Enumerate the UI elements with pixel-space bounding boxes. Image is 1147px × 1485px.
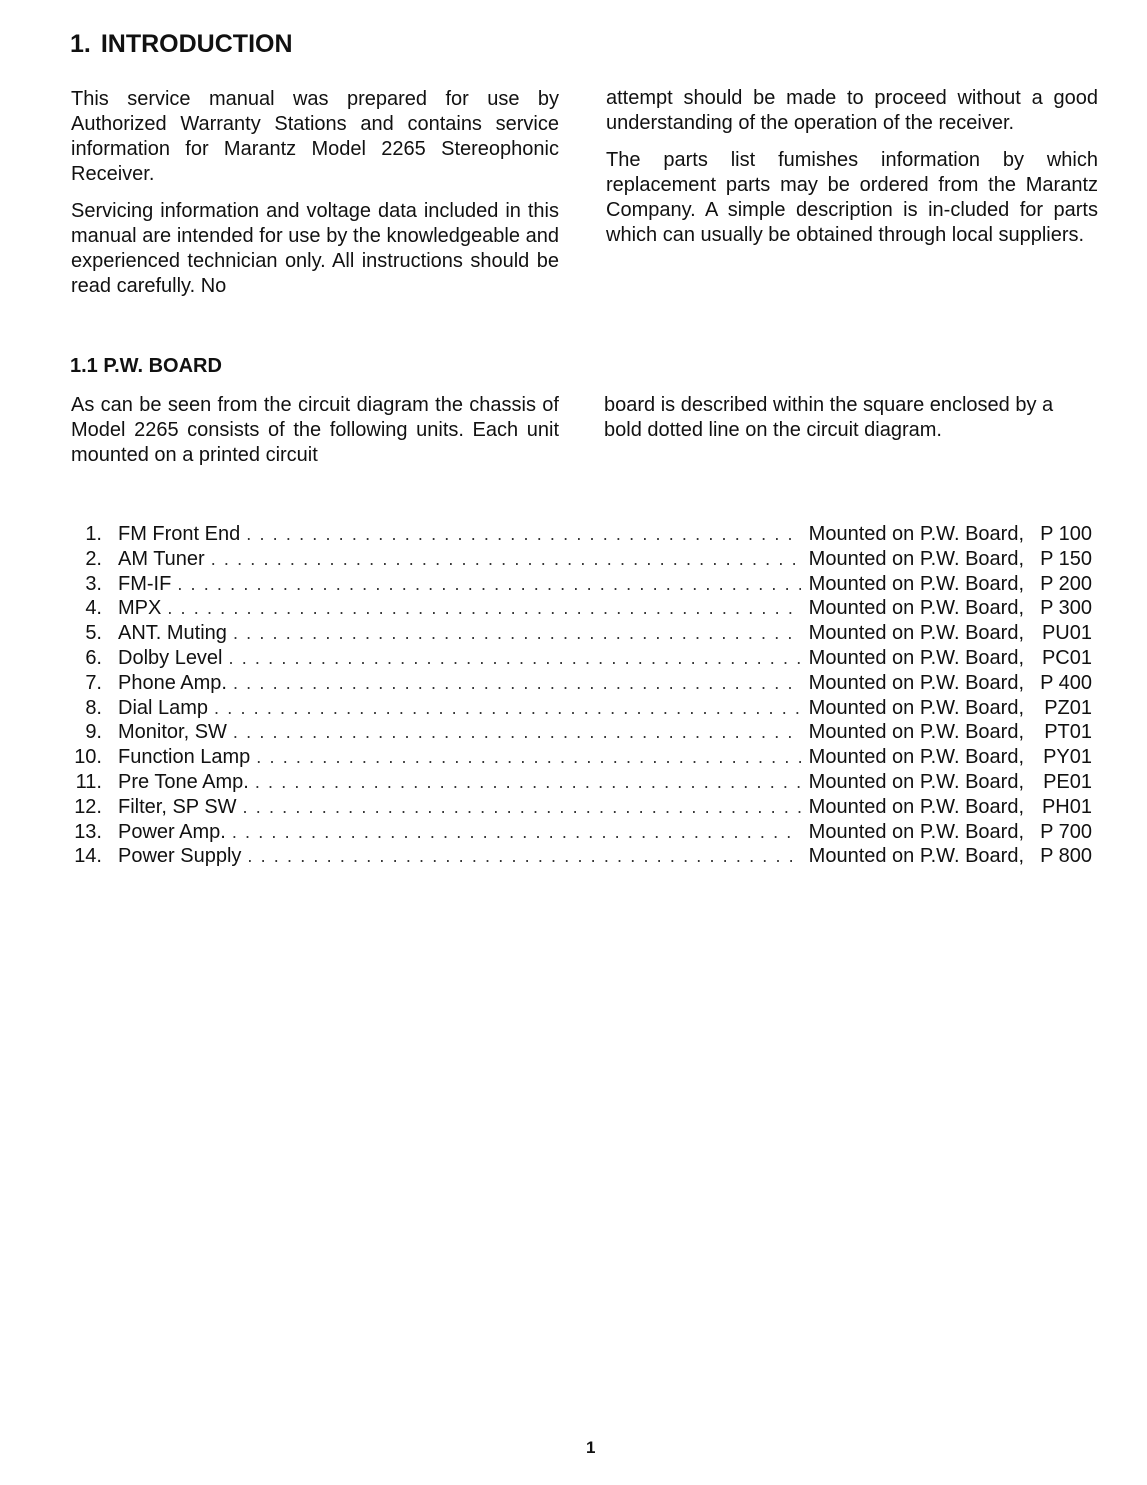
board-code: P 300	[1040, 597, 1092, 620]
board-code: P 200	[1040, 572, 1092, 595]
intro-right-column	[606, 86, 1098, 248]
section-heading	[70, 30, 293, 59]
list-item	[68, 720, 1092, 745]
board-code: PT01	[1044, 721, 1092, 744]
intro-paragraph: This service manual was prepared for use by Authorized Warranty Stations and contains service information for Marantz Model 2265 Stereophonic Receiver.	[71, 88, 559, 185]
unit-name: Dial Lamp	[118, 696, 209, 719]
pw-board-right-column	[604, 393, 1094, 443]
unit-name: AM Tuner	[118, 547, 205, 570]
dot-leader	[233, 720, 801, 745]
dot-leader	[247, 844, 800, 869]
mount-text: Mounted on P.W. Board,	[808, 845, 1024, 868]
list-item	[68, 572, 1092, 597]
unit-name: Dolby Level	[118, 646, 223, 669]
item-number: 2.	[85, 547, 102, 570]
unit-name: Power Amp.	[118, 820, 226, 843]
dot-leader	[214, 696, 801, 721]
mount-text: Mounted on P.W. Board,	[808, 746, 1024, 769]
dot-leader	[243, 795, 801, 820]
list-item	[68, 671, 1092, 696]
item-number: 5.	[85, 622, 102, 645]
dot-leader	[256, 745, 800, 770]
mount-text: Mounted on P.W. Board,	[808, 721, 1024, 744]
units-list	[68, 522, 1092, 869]
intro-paragraph: Servicing information and voltage data included in this manual are intended for use by the knowledgeable and experienced technician only. All instructions should be read carefully. No	[71, 200, 559, 297]
dot-leader	[246, 522, 800, 547]
unit-name: Pre Tone Amp.	[118, 770, 249, 793]
mount-text: Mounted on P.W. Board,	[808, 696, 1024, 719]
item-number: 13.	[74, 820, 102, 843]
intro-paragraph: attempt should be made to proceed without a good understanding of the operation of the receiver.	[606, 87, 1098, 134]
unit-name: FM Front End	[118, 523, 241, 545]
board-code: P 400	[1040, 671, 1092, 694]
list-item	[68, 596, 1092, 621]
board-code: P 800	[1040, 845, 1092, 868]
dot-leader	[232, 820, 801, 845]
item-number: 3.	[85, 572, 102, 595]
dot-leader	[233, 671, 801, 696]
intro-left-column	[71, 87, 559, 299]
list-item	[68, 844, 1092, 869]
item-number: 6.	[85, 646, 102, 669]
item-number: 12.	[74, 795, 102, 818]
section-number: 1.	[70, 30, 91, 58]
item-number: 7.	[85, 671, 102, 694]
list-item	[68, 621, 1092, 646]
unit-name: Filter, SP SW	[118, 795, 237, 818]
mount-text: Mounted on P.W. Board,	[808, 795, 1024, 818]
dot-leader	[211, 547, 801, 572]
mount-text: Mounted on P.W. Board,	[808, 671, 1024, 694]
board-code: P 700	[1040, 820, 1092, 843]
board-code: P 100	[1040, 523, 1092, 545]
board-code: PZ01	[1044, 696, 1092, 719]
mount-text: Mounted on P.W. Board,	[808, 770, 1024, 793]
dot-leader	[229, 646, 801, 671]
item-number: 1.	[85, 523, 102, 545]
list-item	[68, 770, 1092, 795]
unit-name: MPX	[118, 597, 162, 620]
mount-text: Mounted on P.W. Board,	[808, 646, 1024, 669]
board-code: PC01	[1041, 646, 1092, 669]
mount-text: Mounted on P.W. Board,	[808, 820, 1024, 843]
list-item	[68, 820, 1092, 845]
unit-name: FM-IF	[118, 572, 172, 595]
dot-leader	[255, 770, 801, 795]
board-code: PY01	[1043, 746, 1092, 769]
item-number: 10.	[74, 746, 102, 769]
board-code: PH01	[1041, 795, 1092, 818]
board-code: P 150	[1040, 547, 1092, 570]
unit-name: Function Lamp	[118, 746, 251, 769]
list-item	[68, 646, 1092, 671]
item-number: 4.	[85, 597, 102, 620]
unit-name: Monitor, SW	[118, 721, 227, 744]
item-number: 9.	[85, 721, 102, 744]
list-item	[68, 745, 1092, 770]
board-code: PU01	[1041, 622, 1092, 645]
unit-name: Phone Amp.	[118, 671, 227, 694]
dot-leader	[233, 621, 801, 646]
pw-board-left-column	[71, 393, 559, 468]
page-number: 1	[586, 1438, 596, 1457]
list-item	[68, 696, 1092, 721]
board-code: PE01	[1043, 770, 1092, 793]
list-item	[68, 547, 1092, 572]
section-title: INTRODUCTION	[100, 30, 293, 58]
mount-text: Mounted on P.W. Board,	[808, 622, 1024, 645]
subsection-heading: 1.1 P.W. BOARD	[70, 355, 222, 377]
mount-text: Mounted on P.W. Board,	[808, 523, 1024, 545]
list-item	[68, 795, 1092, 820]
pw-board-paragraph: As can be seen from the circuit diagram the chassis of Model 2265 consists of the following units. Each unit mounted on a printed circuit	[71, 394, 559, 466]
mount-text: Mounted on P.W. Board,	[808, 597, 1024, 620]
mount-text: Mounted on P.W. Board,	[808, 547, 1024, 570]
unit-name: ANT. Muting	[118, 622, 227, 645]
unit-name: Power Supply	[118, 845, 242, 868]
list-item	[68, 522, 1092, 547]
dot-leader	[167, 596, 800, 621]
item-number: 8.	[85, 696, 102, 719]
item-number: 14.	[74, 845, 102, 868]
item-number: 11.	[75, 770, 102, 793]
dot-leader	[177, 572, 800, 597]
pw-board-paragraph: board is described within the square enclosed by a bold dotted line on the circuit diagram.	[604, 394, 1054, 441]
mount-text: Mounted on P.W. Board,	[808, 572, 1024, 595]
intro-paragraph: The parts list fumishes information by which replacement parts may be ordered from the Marantz Company. A simple description is in-cluded for parts which can usually be obtained through local suppliers.	[606, 149, 1098, 246]
